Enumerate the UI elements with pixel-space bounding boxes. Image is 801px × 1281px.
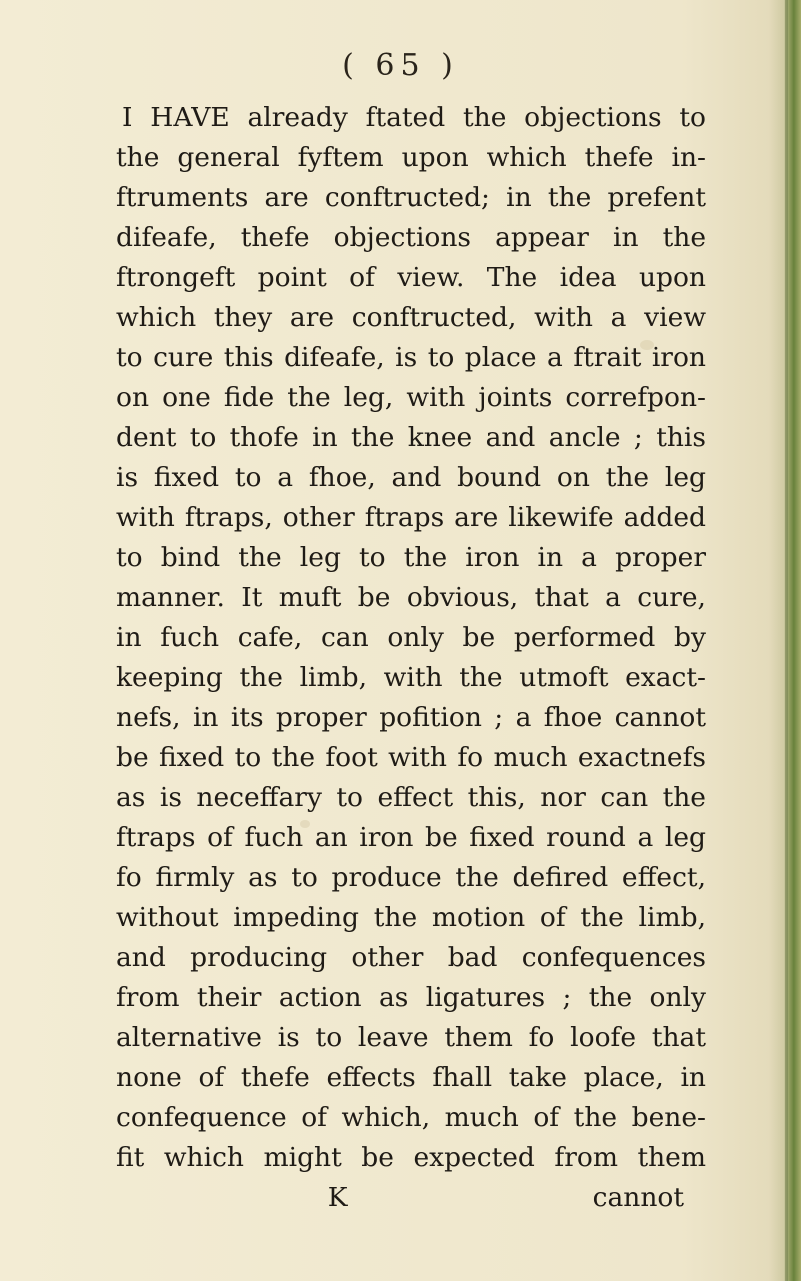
text-line: fit which might be expected from them xyxy=(116,1142,706,1173)
catchword: cannot xyxy=(592,1182,684,1213)
text-line: to bind the leg to the iron in a proper xyxy=(116,542,706,573)
text-line: is fixed to a fhoe, and bound on the leg xyxy=(116,462,706,493)
body-text xyxy=(116,98,706,1218)
text-line: ftrongeft point of view. The idea upon xyxy=(116,262,706,293)
text-line: from their action as ligatures ; the only xyxy=(116,982,706,1013)
text-line: manner. It muft be obvious, that a cure, xyxy=(116,582,706,613)
text-line: be fixed to the foot with fo much exactnefs xyxy=(116,742,706,773)
page-number: ( 65 ) xyxy=(342,48,459,83)
text-line: ftruments are conftructed; in the prefent xyxy=(116,182,706,213)
text-line: alternative is to leave them fo loofe that xyxy=(116,1022,706,1053)
text-line: the general fyftem upon which thefe in- xyxy=(116,142,706,173)
page-edge-binding xyxy=(783,0,801,1281)
text-line: on one fide the leg, with joints correfpon- xyxy=(116,382,706,413)
text-line: nefs, in its proper pofition ; a fhoe cannot xyxy=(116,702,706,733)
text-line: to cure this difeafe, is to place a ftrait iron xyxy=(116,342,706,373)
text-line: and producing other bad confequences xyxy=(116,942,706,973)
text-line: ftraps of fuch an iron be fixed round a leg xyxy=(116,822,706,853)
footer-line xyxy=(116,1178,706,1218)
text-line: I HAVE already ftated the objections to xyxy=(122,102,706,133)
text-line: keeping the limb, with the utmoft exact- xyxy=(116,662,706,693)
text-line: in fuch cafe, can only be performed by xyxy=(116,622,706,653)
text-line: difeafe, thefe objections appear in the xyxy=(116,222,706,253)
text-line: with ftraps, other ftraps are likewife added xyxy=(116,502,706,533)
text-line: none of thefe effects fhall take place, in xyxy=(116,1062,706,1093)
text-line: confequence of which, much of the bene- xyxy=(116,1102,706,1133)
text-line: which they are conftructed, with a view xyxy=(116,302,706,333)
text-line: without impeding the motion of the limb, xyxy=(116,902,706,933)
text-line: fo firmly as to produce the defired effect, xyxy=(116,862,706,893)
text-line: dent to thofe in the knee and ancle ; this xyxy=(116,422,706,453)
signature-mark: K xyxy=(327,1182,348,1213)
text-line: as is neceffary to effect this, nor can the xyxy=(116,782,706,813)
